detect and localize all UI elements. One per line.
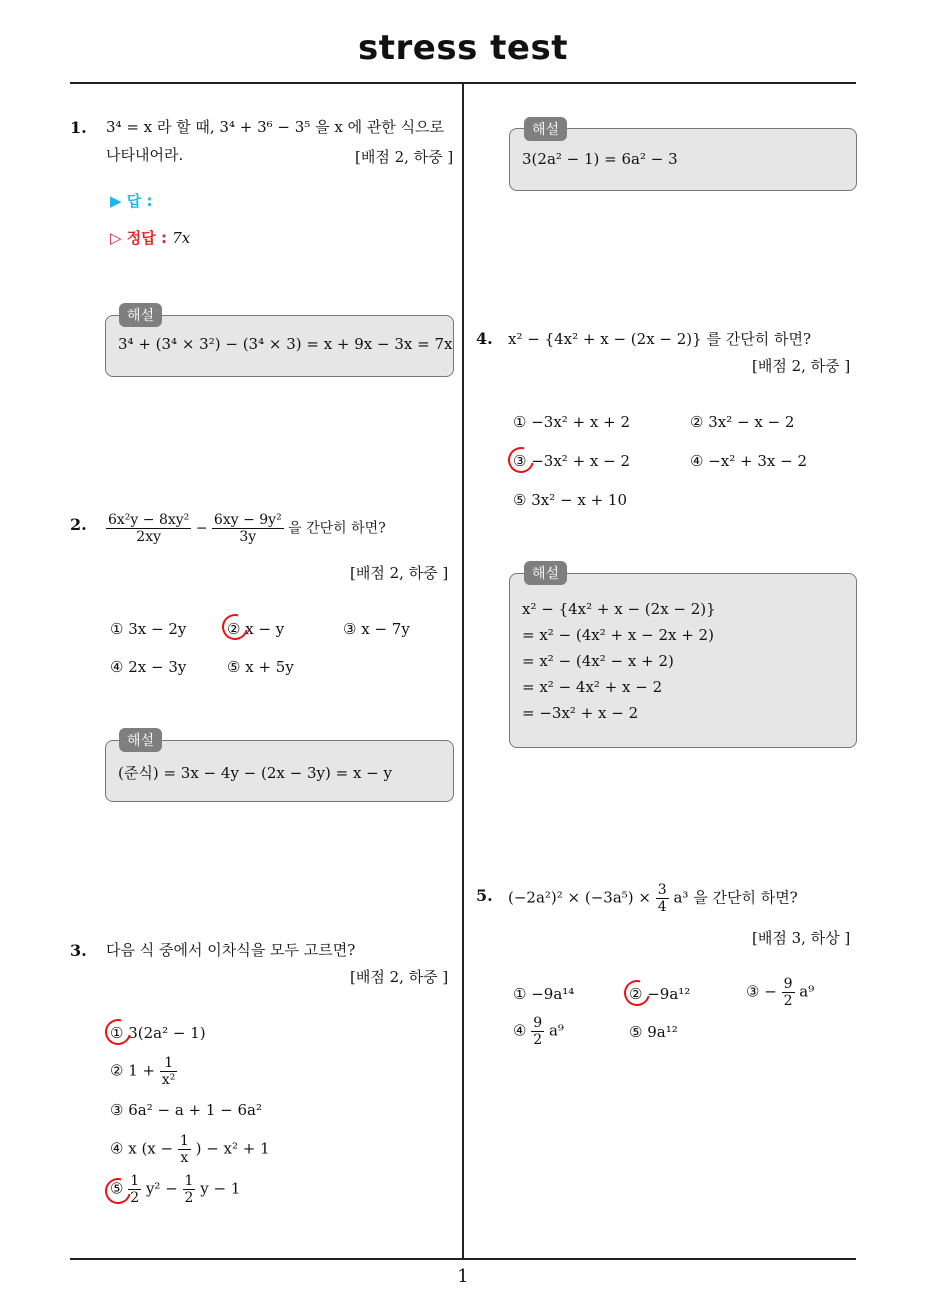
solution-tag: 해설 bbox=[524, 117, 567, 141]
correct-label-text: ▷ 정답 : bbox=[110, 229, 167, 247]
fraction-numerator: 9 bbox=[783, 976, 793, 992]
question-text-start: (−2a²)² × (−3a⁵) × bbox=[508, 888, 651, 907]
question-number: 3. bbox=[70, 941, 87, 960]
question-text-end: a³ 을 간단히 하면? bbox=[673, 888, 798, 907]
option-4-text-end: a⁹ bbox=[548, 1021, 564, 1040]
option-5[interactable]: ⑤ 9a¹² bbox=[629, 1023, 678, 1041]
solution-tag: 해설 bbox=[119, 728, 162, 752]
option-1[interactable]: ① −9a¹⁴ bbox=[513, 985, 575, 1003]
points-label: [배점 2, 하중 ] bbox=[350, 968, 449, 986]
solution-line-5: = −3x² + x − 2 bbox=[522, 704, 639, 722]
option-5-text-end: y − 1 bbox=[200, 1179, 241, 1198]
question-text: 다음 식 중에서 이차식을 모두 고르면? bbox=[106, 941, 356, 959]
fraction-numerator: 6xy − 9y² bbox=[213, 512, 282, 528]
question-text-line1: 3⁴ = x 라 할 때, 3⁴ + 3⁶ − 3⁵ 을 x 에 관한 식으로 bbox=[106, 118, 445, 136]
fraction-denominator: 2 bbox=[783, 993, 793, 1009]
option-5-marker: ⑤ bbox=[110, 1179, 124, 1198]
points-label: [배점 2, 하중 ] bbox=[355, 148, 454, 166]
points-label: [배점 2, 하중 ] bbox=[350, 564, 449, 582]
option-3[interactable]: ③ −3x² + x − 2 bbox=[513, 452, 631, 470]
solution-tag: 해설 bbox=[524, 561, 567, 585]
option-2[interactable]: ② −9a¹² bbox=[629, 985, 691, 1003]
selected-mark bbox=[217, 609, 253, 645]
fraction-numerator: 1 bbox=[160, 1055, 178, 1072]
selected-mark bbox=[100, 1014, 136, 1050]
option-3-text: ③ − bbox=[746, 982, 777, 1001]
bottom-rule bbox=[70, 1258, 856, 1260]
fraction-numerator: 1 bbox=[179, 1133, 189, 1149]
option-2[interactable]: ② 3x² − x − 2 bbox=[690, 413, 795, 431]
question-text: 을 간단히 하면? bbox=[288, 520, 386, 537]
fraction-denominator: 3y bbox=[239, 529, 257, 545]
question-expression bbox=[106, 512, 386, 545]
fraction-denominator: x bbox=[180, 1150, 189, 1166]
solution-line-4: = x² − 4x² + x − 2 bbox=[522, 678, 663, 696]
option-5[interactable]: ⑤ x + 5y bbox=[227, 658, 294, 676]
page-title: stress test bbox=[358, 28, 568, 68]
fraction-numerator: 6x²y − 8xy² bbox=[108, 512, 190, 528]
option-3-text-end: a⁹ bbox=[799, 982, 815, 1001]
fraction-denominator: 2 bbox=[533, 1032, 543, 1048]
question-number: 2. bbox=[70, 515, 87, 534]
question-number: 1. bbox=[70, 118, 87, 137]
fraction-denominator: 4 bbox=[657, 899, 667, 915]
fraction-denominator: 2xy bbox=[136, 529, 161, 545]
question-text-line2: 나타내어라. bbox=[106, 146, 184, 164]
option-3[interactable]: ③ 6a² − a + 1 − 6a² bbox=[110, 1101, 263, 1119]
question-number: 5. bbox=[476, 886, 493, 905]
solution-line-2: = x² − (4x² + x − 2x + 2) bbox=[522, 626, 714, 644]
correct-answer-value: 7x bbox=[172, 229, 191, 247]
solution-text: 3⁴ + (3⁴ × 3²) − (3⁴ × 3) = x + 9x − 3x = 7x bbox=[118, 335, 453, 353]
selected-mark bbox=[503, 442, 539, 478]
fraction-denominator: 2 bbox=[130, 1190, 140, 1206]
option-3[interactable] bbox=[746, 976, 814, 1009]
option-4-text: ④ x (x − bbox=[110, 1139, 174, 1158]
solution-text: (준식) = 3x − 4y − (2x − 3y) = x − y bbox=[118, 764, 392, 782]
minus-sign: − bbox=[195, 520, 208, 537]
option-4[interactable] bbox=[110, 1133, 270, 1166]
option-4-marker: ④ bbox=[513, 1021, 527, 1040]
question-number: 4. bbox=[476, 329, 493, 348]
page-number: 1 bbox=[457, 1266, 469, 1287]
fraction-denominator: x² bbox=[161, 1072, 176, 1088]
fraction-numerator: 1 bbox=[184, 1173, 194, 1189]
column-divider bbox=[462, 84, 464, 1258]
question-expression bbox=[508, 882, 798, 915]
fraction-denominator: 2 bbox=[184, 1190, 194, 1206]
option-3[interactable]: ③ x − 7y bbox=[343, 620, 410, 638]
solution-text: 3(2a² − 1) = 6a² − 3 bbox=[522, 150, 678, 168]
selected-mark bbox=[619, 975, 655, 1011]
option-5[interactable]: ⑤ 3x² − x + 10 bbox=[513, 491, 627, 509]
option-2-text: ② 1 + bbox=[110, 1061, 156, 1080]
option-4-text-end: ) − x² + 1 bbox=[195, 1139, 270, 1158]
option-1[interactable]: ① 3(2a² − 1) bbox=[110, 1024, 206, 1042]
fraction-numerator: 3 bbox=[657, 882, 667, 898]
option-1[interactable]: ① 3x − 2y bbox=[110, 620, 187, 638]
option-4[interactable]: ④ −x² + 3x − 2 bbox=[690, 452, 808, 470]
points-label: [배점 2, 하중 ] bbox=[752, 357, 851, 375]
fraction-numerator: 9 bbox=[533, 1015, 543, 1031]
option-5-text: y² − bbox=[145, 1179, 178, 1198]
solution-line-1: x² − {4x² + x − (2x − 2)} bbox=[522, 600, 716, 618]
option-2[interactable]: ② x − y bbox=[227, 620, 285, 638]
option-4[interactable] bbox=[513, 1015, 564, 1048]
answer-label: ▶ 답 : bbox=[110, 192, 153, 210]
fraction-numerator: 1 bbox=[130, 1173, 140, 1189]
correct-answer-label bbox=[110, 227, 190, 248]
option-2[interactable] bbox=[110, 1055, 177, 1088]
option-4[interactable]: ④ 2x − 3y bbox=[110, 658, 187, 676]
solution-tag: 해설 bbox=[119, 303, 162, 327]
option-1[interactable]: ① −3x² + x + 2 bbox=[513, 413, 631, 431]
solution-line-3: = x² − (4x² − x + 2) bbox=[522, 652, 674, 670]
points-label: [배점 3, 하상 ] bbox=[752, 929, 851, 947]
question-text: x² − {4x² + x − (2x − 2)} 를 간단히 하면? bbox=[508, 330, 811, 348]
